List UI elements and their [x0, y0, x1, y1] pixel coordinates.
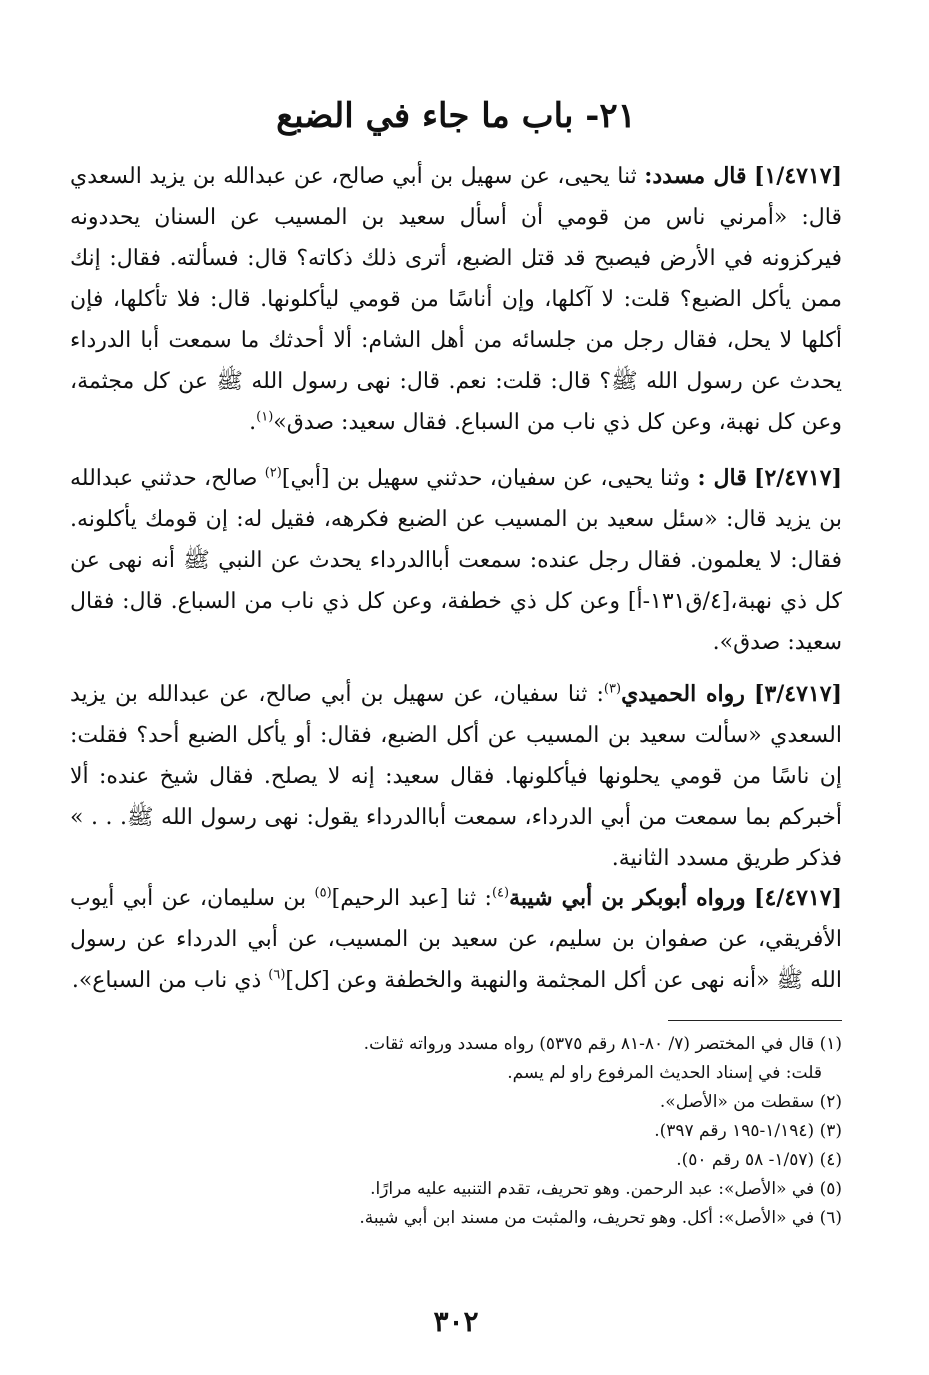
footnote-6: (٦) في «الأصل»: أكل. وهو تحريف، والمثبت من مسند ابن أبي شيبة. — [359, 1208, 842, 1228]
hadith-narrator: قال : — [697, 465, 747, 491]
footnote-5: (٥) في «الأصل»: عبد الرحمن. وهو تحريف، تقدم التنبيه عليه مرارًا. — [370, 1179, 842, 1199]
document-page — [70, 0, 842, 1375]
footnote-marker: (٦) — [268, 967, 286, 983]
footnote-3: (٣) (١/١٩٤-١٩٥ رقم ٣٩٧). — [654, 1121, 842, 1141]
footnote-1: (١) قال في المختصر (٧/ ٨٠-٨١ رقم ٥٣٧٥) رواه مسدد ورواته ثقات. — [363, 1034, 842, 1054]
hadith-ref: [٢/٤٧١٧] — [754, 465, 842, 491]
hadith-text: : ثنا [عبد الرحيم] — [331, 886, 492, 911]
hadith-ref: [٤/٤٧١٧] — [754, 885, 843, 911]
hadith-text-cont: بن سليمان، عن أبي أيوب الأفريقي، عن صفوان بن سليم، عن سعيد بن المسيب، عن أبي الدرداء عن رسول الله ﷺ «أنه نهى عن أكل المجثمة والنهبة والخطفة وعن [كل] — [70, 886, 842, 993]
hadith-block-3 — [70, 674, 842, 879]
page-number: ٣٠٢ — [433, 1305, 479, 1338]
hadith-text-end: ذي ناب من السباع». — [71, 968, 262, 993]
hadith-narrator: رواه الحميدي — [621, 681, 745, 707]
footnote-4: (٤) (١/٥٧- ٥٨ رقم ٥٠). — [676, 1150, 842, 1170]
footnote-marker: (١) — [256, 409, 274, 425]
footnote-marker: (٤) — [491, 885, 510, 901]
hadith-block-1 — [70, 156, 842, 443]
hadith-text-cont: صالح، حدثني عبدالله بن يزيد قال: «سئل سعيد بن المسيب عن الضبع فكرهه، فقيل له: إن قومك يأكلونه. فقال: لا يعلمون. فقال رجل عنده: سمعت أباالدرداء يحدث عن النبي ﷺ أنه نهى عن كل ذي نهبة،[٤/ق١٣١-أ] وعن كل ذي خطفة، وعن كل ذي ناب من السباع. قال: فقال سعيد: صدق». — [70, 466, 842, 655]
hadith-narrator: ورواه أبوبكر بن أبي شيبة — [509, 885, 746, 911]
hadith-text: ثنا يحيى، عن سهيل بن أبي صالح، عن عبدالله بن يزيد السعدي قال: «أمرني ناس من قومي أن أسأل سعيد بن المسيب عن السنان يحددونه فيركزونه في الأرض فيصبح قد قتل الضبع، أترى ذلك ذكاته؟ قال: فسألته. فقال: إنك ممن يأكل الضبع؟ قلت: لا آكلها، وإن أناسًا من قومي ليأكلونها. قال: فلا تأكلها، فإن أكلها لا يحل، فقال رجل من جلسائه من أهل الشام: ألا أحدثك ما سمعت أبا الدرداء يحدث عن رسول الله ﷺ؟ قال: قلت: نعم. قال: نهى رسول الله ﷺ عن كل مجثمة، وعن كل نهبة، وعن كل ذي ناب من السباع. فقال سعيد: صدق» — [70, 164, 842, 435]
hadith-text: : ثنا سفيان، عن سهيل بن أبي صالح، عن عبدالله بن يزيد السعدي «سألت سعيد بن المسيب عن أكل الضبع، فقال: أو يأكل الضبع أحد؟ فقلت: إن ناسًا من قومي يحلونها فيأكلونها. فقال سعيد: إنه لا يصلح. فقال شيخ عنده: ألا أخبركم بما سمعت من أبي الدرداء، سمعت أباالدرداء يقول: نهى رسول الله ﷺ. . . » فذكر طريق مسدد الثانية. — [70, 682, 842, 871]
footnote-marker: (٣) — [603, 681, 622, 697]
hadith-ref: [١/٤٧١٧] — [754, 163, 843, 189]
chapter-title: ٢١- باب ما جاء في الضبع — [276, 96, 636, 136]
hadith-end: . — [249, 410, 257, 435]
hadith-block-2 — [70, 458, 842, 663]
hadith-block-4 — [70, 878, 842, 1001]
footnote-marker: (٥) — [314, 885, 332, 901]
footnotes-list — [70, 1030, 842, 1233]
footnote-1-comment: قلت: في إسناد الحديث المرفوع راو لم يسم. — [507, 1063, 822, 1083]
footnote-divider — [668, 1020, 842, 1021]
hadith-narrator: قال مسدد: — [644, 163, 747, 189]
footnote-2: (٢) سقطت من «الأصل». — [659, 1092, 842, 1112]
hadith-text: وثنا يحيى، عن سفيان، حدثني سهيل بن [أبي] — [281, 466, 691, 491]
footnote-marker: (٢) — [264, 465, 282, 481]
hadith-ref: [٣/٤٧١٧] — [754, 681, 842, 707]
